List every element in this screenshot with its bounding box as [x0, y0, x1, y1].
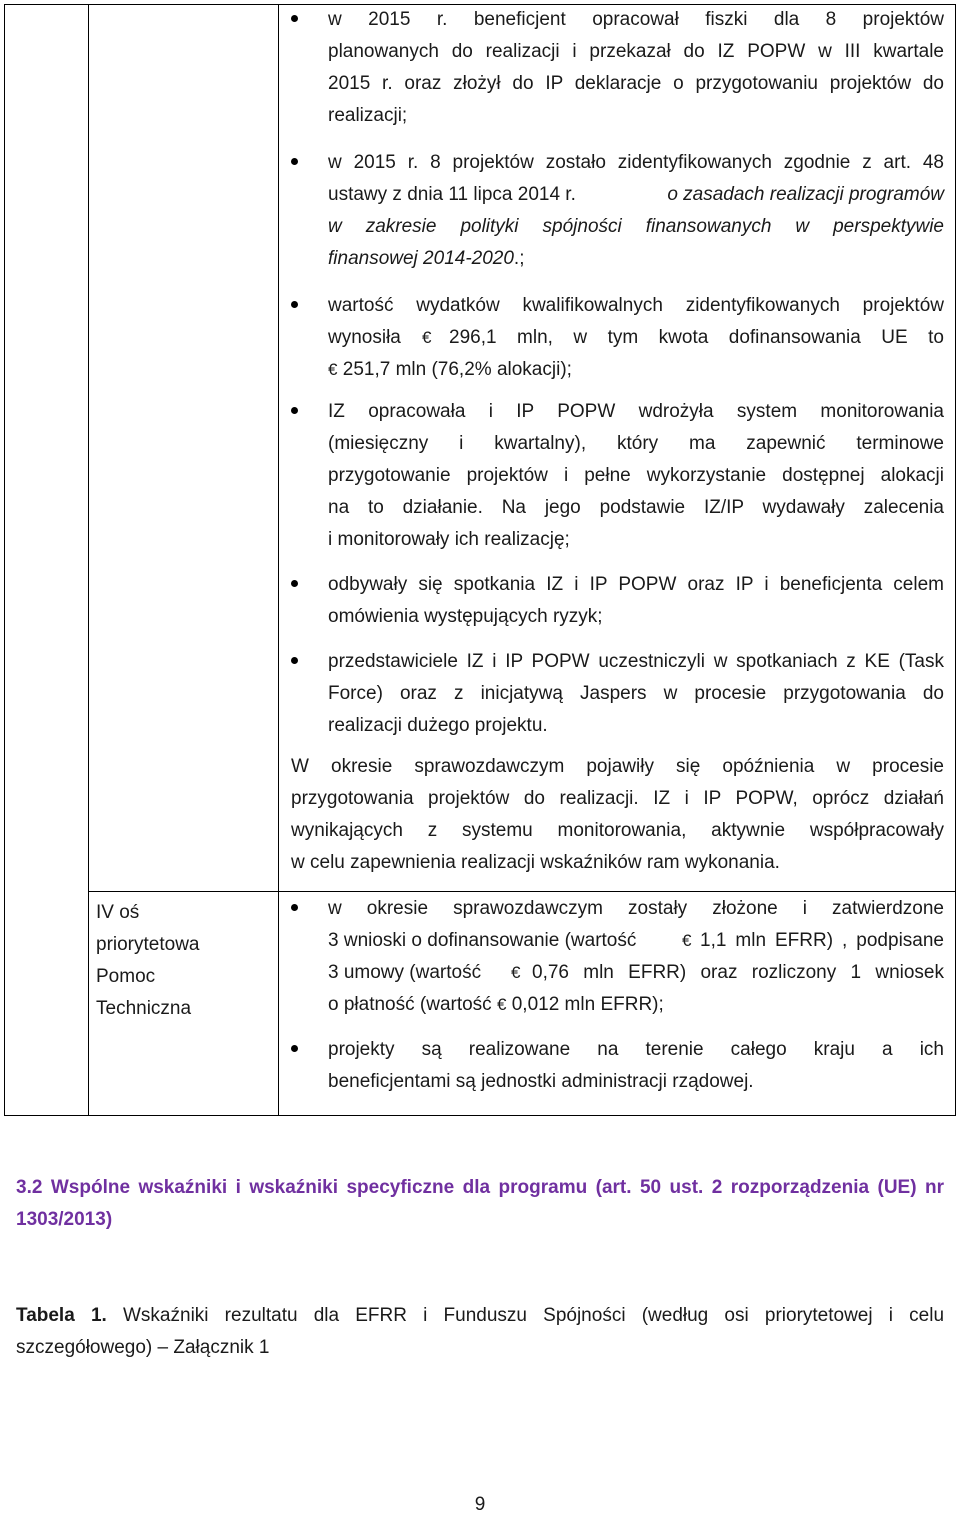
table-caption-text: Wskaźniki rezultatu dla EFRR i Funduszu Spójności (według osi priorytetowej i celu [123, 1305, 945, 1326]
bullet-icon [291, 1045, 298, 1052]
bullet-icon [291, 158, 298, 165]
euro-icon: € [682, 931, 692, 950]
bullet-icon [291, 407, 298, 414]
text-line [328, 179, 944, 211]
text-line: na to działanie. Na jego podstawie IZ/IP wydawały zalecenia [328, 497, 944, 518]
italic-text-fragment: finansowej 2014-2020 [328, 248, 514, 269]
text-line: realizacji; [328, 105, 408, 126]
text-line: i monitorowały ich realizację; [328, 529, 570, 550]
priority-axis-label-line: Techniczna [96, 998, 192, 1019]
text-fragment: wynosiła [328, 327, 401, 348]
table-row-divider [88, 891, 955, 892]
euro-icon: € [496, 995, 507, 1014]
table-caption-line [16, 1300, 944, 1332]
table-caption [16, 1300, 944, 1364]
text-line: wartość wydatków kwalifikowalnych zidentyfikowanych projektów [328, 295, 944, 316]
text-fragment: 0,012 mln EFRR); [511, 994, 664, 1015]
text-line: w 2015 r. beneficjent opracował fiszki dla 8 projektów [328, 9, 944, 30]
text-line: realizacji dużego projektu. [328, 715, 548, 736]
euro-icon: € [422, 328, 432, 347]
table-column-divider-1 [88, 5, 89, 1115]
text-fragment: 251,7 mln (76,2% alokacji); [342, 359, 572, 380]
text-line: planowanych do realizacji i przekazał do IZ POPW w III kwartale [328, 41, 944, 62]
text-line: omówienia występujących ryzyk; [328, 606, 603, 627]
page-number: 9 [474, 1494, 486, 1515]
bullet-icon [291, 904, 298, 911]
text-line: (miesięczny i kwartalny), który ma zapewnić terminowe [328, 433, 944, 454]
text-fragment: 3 umowy (wartość [328, 962, 482, 983]
text-fragment: 1,1 mln EFRR) , podpisane [700, 930, 944, 951]
euro-icon: € [511, 963, 521, 982]
bullet-icon [291, 580, 298, 587]
priority-axis-label [96, 897, 200, 1025]
text-line: beneficjentami są jednostki administracji rządowej. [328, 1071, 754, 1092]
text-fragment: 0,76 mln EFRR) oraz rozliczony 1 wniosek [532, 962, 944, 983]
text-line [328, 957, 944, 989]
text-line [328, 989, 944, 1021]
section-heading-line: 3.2 Wspólne wskaźniki i wskaźniki specyficzne dla programu (art. 50 ust. 2 rozporządzenia (UE) nr [16, 1177, 944, 1198]
bullet-icon [291, 301, 298, 308]
bullet-icon [291, 15, 298, 22]
text-line: w okresie sprawozdawczym zostały złożone i zatwierdzone [328, 898, 944, 919]
section-heading-line: 1303/2013) [16, 1209, 113, 1230]
text-line: IZ opracowała i IP POPW wdrożyła system monitorowania [328, 401, 944, 422]
italic-text-fragment: o zasadach realizacji programów [667, 184, 944, 205]
text-fragment: ustawy z dnia 11 lipca 2014 r. [328, 184, 576, 205]
text-line: przedstawiciele IZ i IP POPW uczestniczyli w spotkaniach z KE (Task [328, 651, 944, 672]
text-line: Force) oraz z inicjatywą Jaspers w procesie przygotowania do [328, 683, 944, 704]
text-line: przygotowanie projektów i pełne wykorzystanie dostępnej alokacji [328, 465, 944, 486]
priority-axis-label-line: Pomoc [96, 966, 156, 987]
text-line: w celu zapewnienia realizacji wskaźników ram wykonania. [291, 852, 780, 873]
text-fragment: .; [513, 248, 525, 269]
text-line [328, 354, 944, 386]
text-line: w 2015 r. 8 projektów zostało zidentyfikowanych zgodnie z art. 48 [328, 152, 944, 173]
text-line [328, 925, 944, 957]
text-line: wynikających z systemu monitorowania, aktywnie współpracowały [291, 820, 944, 841]
text-line: 2015 r. oraz złożył do IP deklaracje o przygotowaniu projektów do [328, 73, 944, 94]
text-fragment: o płatność (wartość [328, 994, 492, 1015]
priority-axis-label-line: priorytetowa [96, 934, 200, 955]
bullet-icon [291, 657, 298, 664]
euro-icon: € [328, 360, 338, 379]
text-line: przygotowania projektów do realizacji. IZ i IP POPW, oprócz działań [291, 788, 944, 809]
text-line: projekty są realizowane na terenie całego kraju a ich [328, 1039, 944, 1060]
text-line [328, 322, 944, 354]
table-caption-label: Tabela 1. [16, 1305, 107, 1326]
priority-axis-label-line: IV oś [96, 902, 140, 923]
table-column-divider-2 [278, 5, 279, 1115]
axis3-summary-paragraph [291, 751, 944, 881]
section-heading [16, 1172, 944, 1236]
table-caption-line: szczegółowego) – Załącznik 1 [16, 1337, 270, 1358]
text-fragment: 296,1 mln, w tym kwota dofinansowania UE to [449, 327, 944, 348]
text-line: odbywały się spotkania IZ i IP POPW oraz IP i beneficjenta celem [328, 574, 944, 595]
axis4-content [328, 893, 944, 1108]
text-fragment: 3 wnioski o dofinansowanie (wartość [328, 930, 637, 951]
text-line [328, 243, 944, 275]
text-line: W okresie sprawozdawczym pojawiły się opóźnienia w procesie [291, 756, 944, 777]
text-line: w zakresie polityki spójności finansowanych w perspektywie [328, 216, 944, 237]
